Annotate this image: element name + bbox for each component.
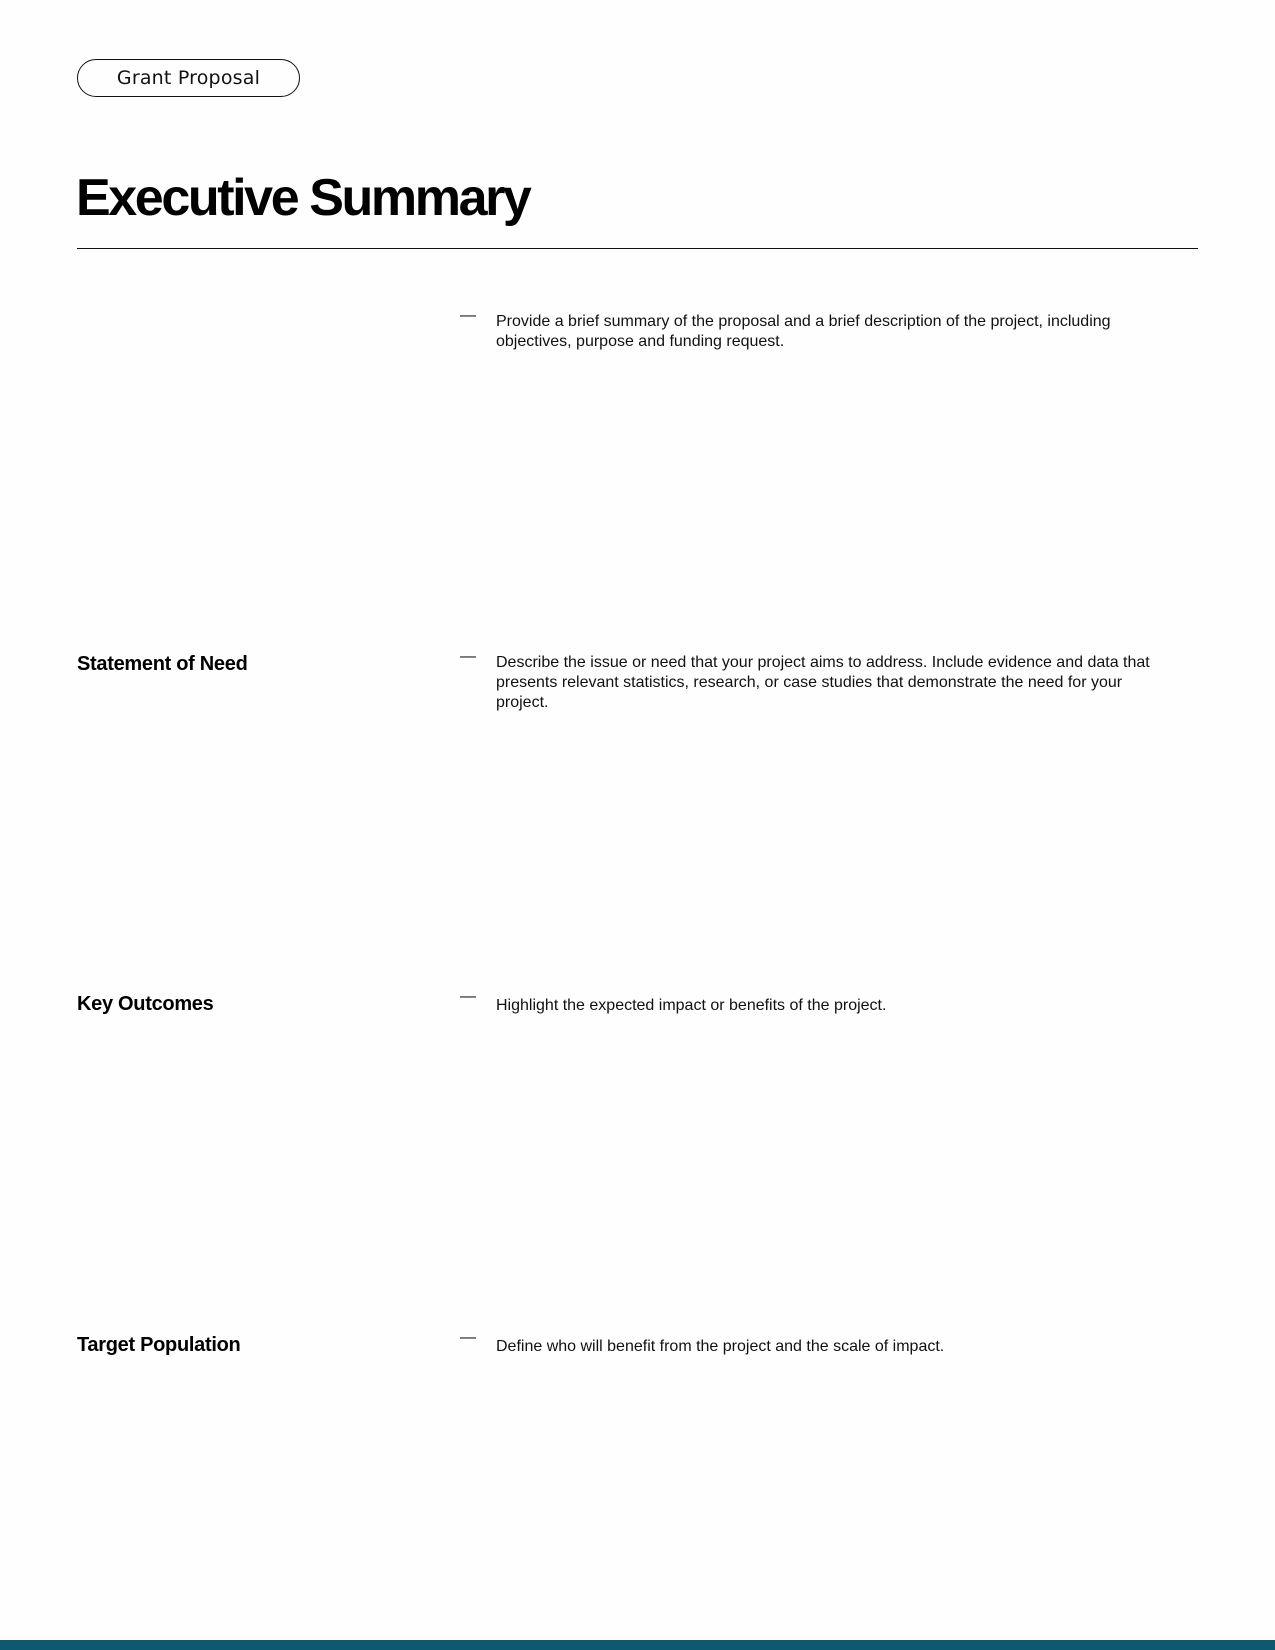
section-body: Provide a brief summary of the proposal and a brief description of the project, including objectives, purpose and funding request. xyxy=(496,313,1111,350)
section-body: Describe the issue or need that your project aims to address. Include evidence and data that presents relevant statistics, research, or case studies that demonstrate the need for your project. xyxy=(496,654,1150,711)
document-type-label: Grant Proposal xyxy=(116,67,261,89)
document-type-tag xyxy=(77,59,300,97)
em-dash-bullet: — xyxy=(460,988,476,1005)
section-heading: Statement of Need xyxy=(77,653,248,675)
page-title: Executive Summary xyxy=(76,169,530,227)
section-heading: Key Outcomes xyxy=(77,993,214,1015)
section-heading: Target Population xyxy=(77,1334,241,1356)
footer-accent-bar xyxy=(0,1640,1275,1650)
em-dash-bullet: — xyxy=(460,648,476,665)
em-dash-bullet: — xyxy=(460,307,476,324)
section-body: Highlight the expected impact or benefits of the project. xyxy=(496,997,887,1014)
em-dash-bullet: — xyxy=(460,1329,476,1346)
section-body: Define who will benefit from the project and the scale of impact. xyxy=(496,1338,945,1355)
title-divider xyxy=(77,248,1198,249)
